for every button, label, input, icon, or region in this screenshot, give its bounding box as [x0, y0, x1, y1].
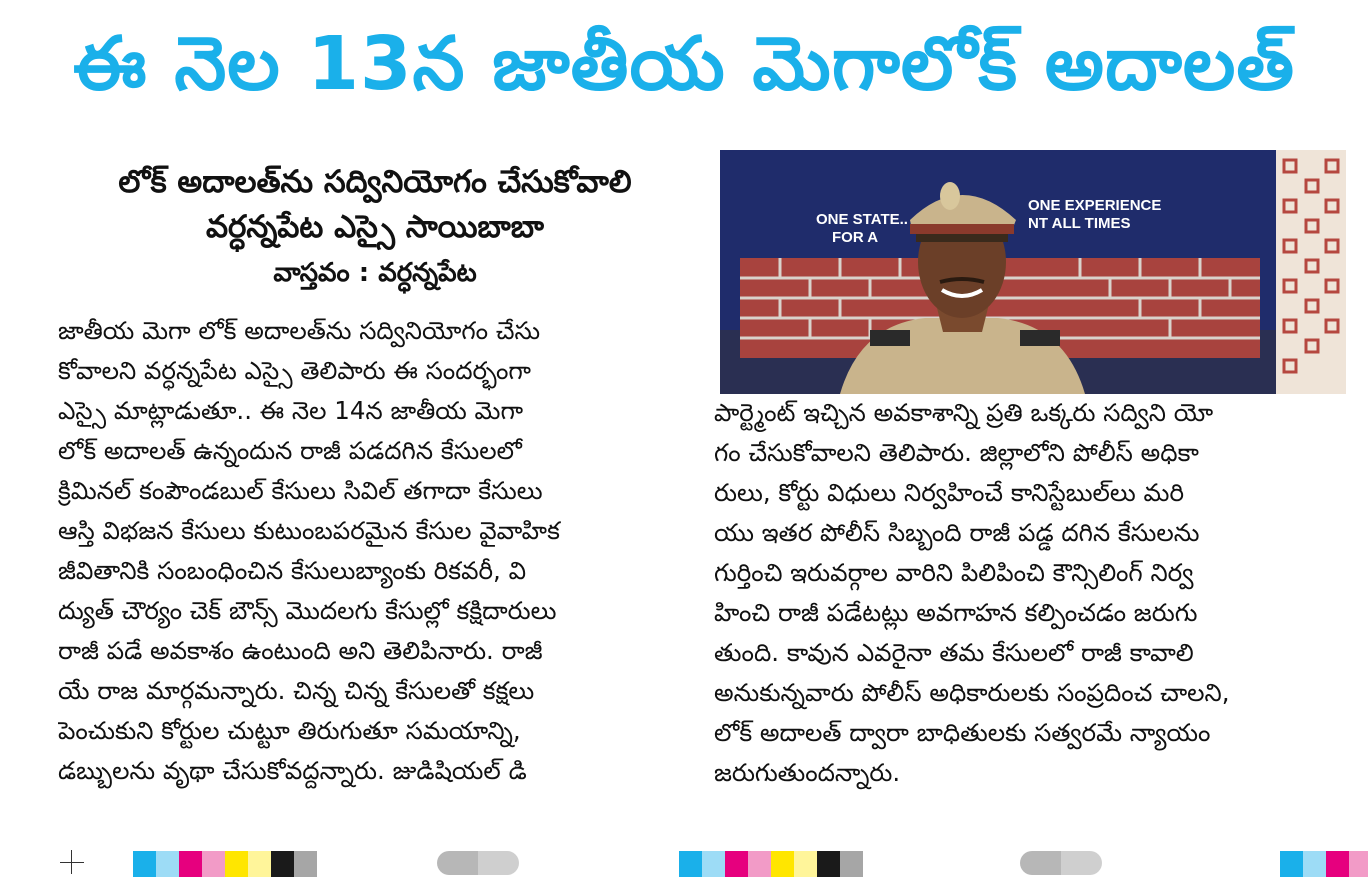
color-swatch: [225, 851, 248, 877]
color-swatch: [840, 851, 863, 877]
text-line: ఆస్తి విభజన కేసులు కుటుంబపరమైన కేసుల వైవాహిక: [58, 516, 560, 545]
text-line: గుర్తించి ఇరువర్గాల వారిని పిలిపించి కౌన్సిలింగ్ నిర్వ: [714, 558, 1194, 587]
color-registration-bar: [679, 851, 863, 877]
text-line: జాతీయ మెగా లోక్ అదాలత్‌ను సద్వినియోగం చేసు: [58, 316, 541, 345]
text-line: జరుగుతుందన్నారు.: [714, 758, 901, 787]
color-swatch: [817, 851, 840, 877]
color-swatch: [133, 851, 156, 877]
registration-pill: [1020, 851, 1102, 875]
color-registration-bar: [133, 851, 317, 877]
text-line: పార్ట్మెంట్ ఇచ్చిన అవకాశాన్ని ప్రతి ఒక్కరు సద్విని యో: [714, 398, 1214, 427]
color-swatch: [1349, 851, 1368, 877]
banner-text: ONE EXPERIENCE: [1028, 197, 1162, 214]
color-swatch: [179, 851, 202, 877]
color-swatch: [702, 851, 725, 877]
text-line: తుంది. కావున ఎవరైనా తమ కేసులలో రాజీ కావాలి: [714, 638, 1194, 667]
text-line: యు ఇతర పోలీస్ సిబ్బంది రాజీ పడ్డ దగిన కేసులను: [714, 518, 1200, 547]
color-swatch: [679, 851, 702, 877]
text-line: హించి రాజీ పడేటట్లు అవగాహన కల్పించడం జరుగు: [714, 598, 1198, 627]
crop-mark: [71, 850, 72, 874]
color-swatch: [294, 851, 317, 877]
subheadline-line: వర్ధన్నపేట ఎస్సై సాయిబాబా: [205, 209, 545, 245]
crop-mark: [60, 862, 84, 863]
color-registration-bar: [1280, 851, 1368, 877]
text-line: కోవాలని వర్ధన్నపేట ఎస్సై తెలిపారు ఈ సందర్భంగా: [58, 356, 531, 385]
color-swatch: [156, 851, 179, 877]
color-swatch: [271, 851, 294, 877]
officer-photo: [720, 150, 1346, 394]
article-right-column: [714, 393, 1354, 793]
subheadline-line: లోక్ అదాలత్‌ను సద్వినియోగం చేసుకోవాలి: [118, 164, 632, 200]
subheadline: [40, 160, 710, 250]
color-swatch: [1280, 851, 1303, 877]
headline: ఈ నెల 13న జాతీయ మెగాలోక్ అదాలత్: [73, 21, 1295, 107]
color-swatch: [794, 851, 817, 877]
text-line: డబ్బులను వృథా చేసుకోవద్దన్నారు. జుడిషియల్ డి: [58, 756, 527, 785]
text-line: రులు, కోర్టు విధులు నిర్వహించే కానిస్టేబుల్‌లు మరి: [714, 478, 1185, 507]
banner-text: ONE STATE..: [816, 211, 908, 228]
text-line: రాజీ పడే అవకాశం ఉంటుంది అని తెలిపినారు. రాజీ: [58, 636, 543, 665]
text-line: అనుకున్నవారు పోలీస్ అధికారులకు సంప్రదించ చాలని,: [714, 678, 1230, 707]
color-swatch: [748, 851, 771, 877]
text-line: జీవితానికి సంబంధించిన కేసులుబ్యాంకు రికవరీ, వి: [58, 556, 527, 585]
color-swatch: [771, 851, 794, 877]
color-swatch: [1303, 851, 1326, 877]
text-line: గం చేసుకోవాలని తెలిపారు. జిల్లాలోని పోలీస్ అధికా: [714, 438, 1199, 467]
color-swatch: [725, 851, 748, 877]
text-line: పెంచుకుని కోర్టుల చుట్టూ తిరుగుతూ సమయాన్ని,: [58, 716, 521, 745]
banner-text: FOR A: [832, 229, 879, 246]
text-line: యే రాజ మార్గమన్నారు. చిన్న చిన్న కేసులతో కక్షలు: [58, 676, 535, 705]
text-line: ఎస్సై మాట్లాడుతూ.. ఈ నెల 14న జాతీయ మెగా: [58, 396, 524, 425]
color-swatch: [1326, 851, 1349, 877]
text-line: లోక్ అదాలత్ ఉన్నందున రాజీ పడదగిన కేసులలో: [58, 436, 522, 465]
article-left-column: [58, 311, 688, 791]
text-line: ద్యుత్ చౌర్యం చెక్ బౌన్స్ మొదలగు కేసుల్లో కక్షిదారులు: [58, 596, 557, 625]
text-line: లోక్ అదాలత్ ద్వారా బాధితులకు సత్వరమే న్యాయం: [714, 718, 1211, 747]
color-swatch: [248, 851, 271, 877]
banner-text: NT ALL TIMES: [1028, 215, 1131, 232]
text-line: క్రిమినల్ కంపౌండబుల్ కేసులు సివిల్ తగాదా కేసులు: [58, 476, 543, 505]
color-swatch: [202, 851, 225, 877]
registration-pill: [437, 851, 519, 875]
dateline: వాస్తవం : వర్ధన్నపేట: [273, 258, 477, 288]
curtain: [1276, 150, 1346, 394]
